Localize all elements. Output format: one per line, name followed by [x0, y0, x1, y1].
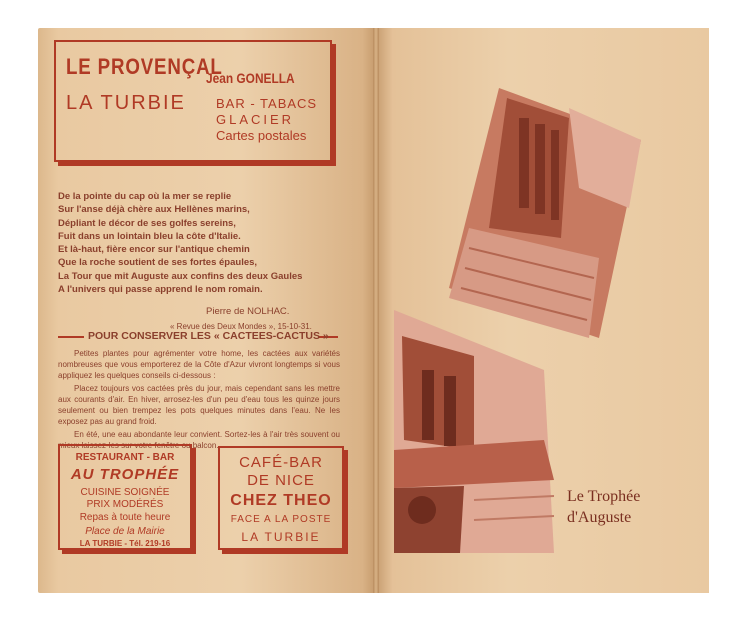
ad-le-provencal	[54, 40, 332, 162]
poem	[58, 190, 338, 296]
ad-cafe-line-1: CAFÉ-BAR	[239, 454, 323, 471]
ad-trophee-line-7: LA TURBIE - Tél. 219-16	[79, 539, 171, 548]
ad-cafe-line-2: DE NICE	[247, 472, 315, 489]
ad-provencal-line-3: Cartes postales	[216, 128, 307, 143]
ad-cafe-line-4: FACE A LA POSTE	[230, 514, 332, 525]
photo-caption	[567, 486, 640, 528]
caption-line-1: Le Trophée	[567, 488, 641, 505]
ad-provencal-name: LE PROVENÇAL	[66, 54, 223, 79]
poem-line: Que la roche soutient de ses fortes épaules,	[58, 257, 258, 269]
ad-provencal-owner: Jean GONELLA	[206, 70, 295, 86]
ad-provencal-town: LA TURBIE	[66, 92, 186, 114]
poem-author: Pierre de NOLHAC.	[206, 306, 290, 317]
ad-trophee-line-4: PRIX MODÉRÉS	[86, 499, 164, 510]
cactus-paragraph: Petites plantes pour agrémenter votre home, les cactées aux variétés nombreuses que vous emporterez de la Côte d'Azur vivront longtemps si vous appliquez les quelques conseils ci-dessous :	[58, 349, 340, 380]
trophy-ruins-photo-bottom	[394, 310, 554, 553]
ad-trophee-line-1: RESTAURANT - BAR	[75, 452, 175, 463]
cactus-text	[58, 348, 340, 453]
ad-cafe-line-5: LA TURBIE	[241, 530, 321, 544]
caption-line-2: d'Auguste	[567, 509, 632, 526]
poem-line: La Tour que mit Auguste aux confins des deux Gaules	[58, 270, 303, 282]
ad-trophee-line-2: AU TROPHÉE	[70, 466, 180, 483]
poem-line: Fuit dans un lointain bleu la côte d'Italie.	[58, 230, 241, 242]
ad-cafe-line-3: CHEZ THEO	[230, 492, 332, 509]
booklet-spine	[373, 28, 379, 593]
cactus-paragraph: En été, une eau abondante leur convient. Sortez-les à l'air très souvent ou mieux laissez-les sur votre fenêtre ou balcon.	[58, 430, 340, 450]
ad-provencal-line-2: GLACIER	[216, 112, 295, 127]
poem-line: Et là-haut, fière encor sur l'antique chemin	[58, 244, 250, 256]
divider-left	[58, 336, 84, 338]
ad-cafe-bar-de-nice	[218, 446, 344, 550]
ad-trophee-line-5: Repas à toute heure	[79, 512, 171, 523]
cactus-title: POUR CONSERVER LES « CACTEES-CACTUS »	[88, 330, 329, 342]
poem-source: « Revue des Deux Mondes », 15-10-31.	[170, 322, 312, 331]
poem-line: De la pointe du cap où la mer se replie	[58, 191, 232, 202]
trophy-ruins-photo-top	[449, 88, 641, 338]
ad-au-trophee	[58, 444, 192, 550]
ad-trophee-line-6: Place de la Mairie	[85, 526, 165, 537]
poem-line: Dépliant le décor de ses golfes sereins,	[58, 217, 236, 229]
poem-line: A l'univers qui passe apprend le nom romain.	[58, 284, 263, 296]
ad-trophee-line-3: CUISINE SOIGNÉE	[80, 487, 170, 498]
cactus-paragraph: Placez toujours vos cactées près du jour, mais cependant sans les mettre aux courants d'air. En hiver, arrosez-les d'un peu d'eau tous les quinze jours seulement ou bien trempez les pots quelques minutes dans l'eau. Ne les exposez pas au grand froid.	[58, 384, 340, 426]
poem-line: Sur l'anse déjà chère aux Hellènes marins,	[58, 204, 250, 216]
ad-provencal-line-1: BAR - TABACS	[216, 96, 318, 111]
